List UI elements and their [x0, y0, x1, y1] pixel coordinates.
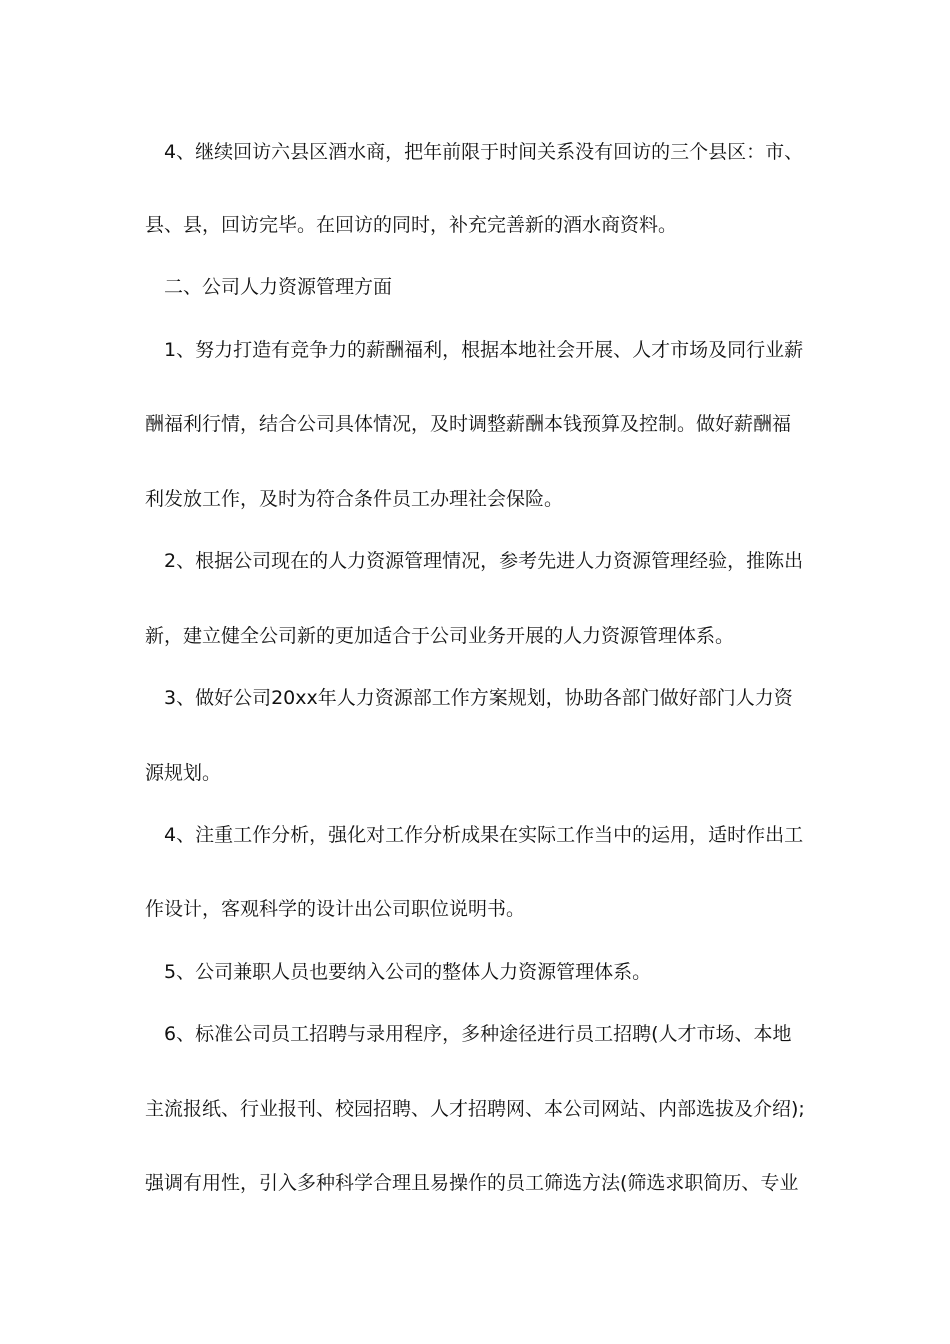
- text-line: 源规划。: [145, 762, 222, 784]
- text-line: 作设计，客观科学的设计出公司职位说明书。: [145, 898, 526, 920]
- text-line: 4、继续回访六县区酒水商，把年前限于时间关系没有回访的三个县区：市、: [164, 141, 804, 163]
- text-line: 4、注重工作分析，强化对工作分析成果在实际工作当中的运用，适时作出工: [164, 824, 804, 846]
- text-line: 县、县，回访完毕。在回访的同时，补充完善新的酒水商资料。: [145, 214, 678, 236]
- text-line: 酬福利行情，结合公司具体情况，及时调整薪酬本钱预算及控制。做好薪酬福: [145, 413, 792, 435]
- text-line: 2、根据公司现在的人力资源管理情况，参考先进人力资源管理经验，推陈出: [164, 550, 804, 572]
- text-line: 1、努力打造有竞争力的薪酬福利，根据本地社会开展、人才市场及同行业薪: [164, 339, 804, 361]
- section-heading: 二、公司人力资源管理方面: [164, 276, 393, 298]
- text-line: 强调有用性，引入多种科学合理且易操作的员工筛选方法(筛选求职简历、专业: [145, 1172, 799, 1194]
- text-line: 主流报纸、行业报刊、校园招聘、人才招聘网、本公司网站、内部选拔及介绍);: [145, 1098, 805, 1120]
- text-line: 新，建立健全公司新的更加适合于公司业务开展的人力资源管理体系。: [145, 625, 735, 647]
- text-line: 利发放工作，及时为符合条件员工办理社会保险。: [145, 488, 564, 510]
- text-line: 5、公司兼职人员也要纳入公司的整体人力资源管理体系。: [164, 961, 652, 983]
- text-line: 6、标准公司员工招聘与录用程序，多种途径进行员工招聘(人才市场、本地: [164, 1023, 792, 1045]
- text-line: 3、做好公司20xx年人力资源部工作方案规划，协助各部门做好部门人力资: [164, 687, 793, 709]
